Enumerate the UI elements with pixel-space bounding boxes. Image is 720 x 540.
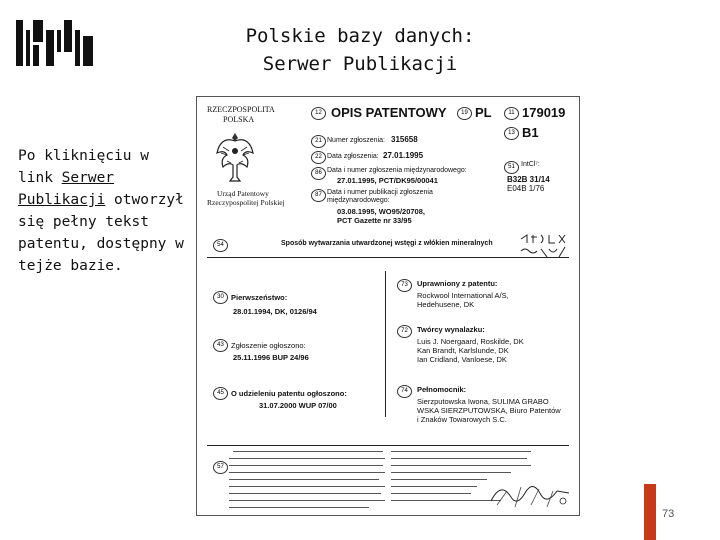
priority: 28.01.1994, DK, 0126/94 (233, 307, 317, 316)
eagle-emblem-icon (215, 129, 255, 183)
serwer-publikacji-link[interactable]: Serwer Publikacji (18, 170, 115, 208)
field-number: 87 (311, 189, 326, 202)
field-number: 30 (213, 291, 228, 304)
intcl-2: E04B 1/76 (507, 184, 545, 193)
field-number: 86 (311, 167, 326, 180)
grant-pub-label: O udzieleniu patentu ogłoszono: (231, 389, 347, 398)
inventors-label: Twórcy wynalazku: (417, 325, 485, 334)
attorney-1: Sierzputowska Iwona, SULIMA GRABO (417, 397, 549, 406)
app-pub: 25.11.1996 BUP 24/96 (233, 353, 309, 362)
field-number: 43 (213, 339, 228, 352)
field-number: 45 (213, 387, 228, 400)
intl-gazette: PCT Gazette nr 33/95 (337, 216, 412, 225)
grant-pub: 31.07.2000 WUP 07/00 (259, 401, 337, 410)
body-post: otworzył się pełny tekst patentu, dostępny w tejże bazie. (18, 192, 184, 274)
field-number: 74 (397, 385, 412, 398)
holder-label: Uprawniony z patentu: (417, 279, 498, 288)
title-line-2: Serwer Publikacji (262, 53, 458, 75)
inventor-2: Kan Brandt, Karlslunde, DK (417, 346, 509, 355)
filing-date: 27.01.1995 (383, 151, 424, 160)
abstract-figure (487, 471, 573, 511)
body-pre: Po kliknięciu w link (18, 148, 149, 186)
app-number-label: Numer zgłoszenia: (327, 137, 385, 144)
field-number: 57 (213, 461, 228, 474)
logo (16, 20, 100, 66)
inventor-1: Luis J. Noergaard, Roskilde, DK (417, 337, 524, 346)
field-number: 73 (397, 279, 412, 292)
field-number: 19 (457, 107, 472, 120)
attorney-3: i Znaków Towarowych S.C. (417, 415, 507, 424)
field-number: 72 (397, 325, 412, 338)
office-line-1: RZECZPOSPOLITA (207, 105, 275, 114)
filing-date-label: Data zgłoszenia: (327, 153, 379, 160)
intl-pub-label-2: międzynarodowego: (327, 197, 390, 204)
attorney-2: WSKA SIERZPUTOWSKA, Biuro Patentów (417, 406, 561, 415)
divider (207, 445, 569, 446)
invention-title: Sposób wytwarzania utwardzonej wstęgi z włókien mineralnych (281, 240, 493, 247)
country-code: PL (475, 105, 492, 120)
intl-app: 27.01.1995, PCT/DK95/00041 (337, 176, 438, 185)
field-number: 54 (213, 239, 228, 252)
intl-pub: 03.08.1995, WO95/20708, (337, 207, 425, 216)
divider (207, 257, 569, 258)
intl-pub-label-1: Data i numer publikacji zgłoszenia (327, 189, 433, 196)
holder-1: Rockwool International A/S, (417, 291, 509, 300)
document-title: OPIS PATENTOWY (331, 105, 447, 120)
office-name-1: Urząd Patentowy (217, 189, 269, 198)
page-number-accent (644, 484, 656, 540)
app-pub-label: Zgłoszenie ogłoszono: (231, 341, 306, 350)
holder-2: Hedehusene, DK (417, 300, 475, 309)
office-line-2: POLSKA (223, 115, 255, 124)
priority-label: Pierwszeństwo: (231, 293, 288, 302)
intl-app-label: Data i numer zgłoszenia międzynarodowego: (327, 167, 467, 174)
field-number: 21 (311, 135, 326, 148)
office-name-2: Rzeczypospolitej Polskiej (207, 198, 285, 207)
field-number: 22 (311, 151, 326, 164)
kind-code: B1 (522, 125, 539, 140)
page-number: 73 (662, 508, 675, 520)
field-number: 51 (504, 161, 519, 174)
field-number: 11 (504, 107, 519, 120)
patent-number: 179019 (522, 105, 566, 120)
field-number: 12 (311, 107, 326, 120)
body-text (18, 145, 188, 277)
app-number: 315658 (391, 135, 418, 144)
patent-document (196, 96, 580, 516)
column-divider (385, 271, 386, 417)
title-line-1: Polskie bazy danych: (245, 25, 475, 47)
intcl-label: IntCl⁷: (521, 161, 540, 168)
intcl-1: B32B 31/14 (507, 175, 550, 184)
field-number: 13 (504, 127, 519, 140)
slide-title (200, 22, 520, 78)
inventor-3: Ian Cridland, Vanloese, DK (417, 355, 507, 364)
attorney-label: Pełnomocnik: (417, 385, 467, 394)
